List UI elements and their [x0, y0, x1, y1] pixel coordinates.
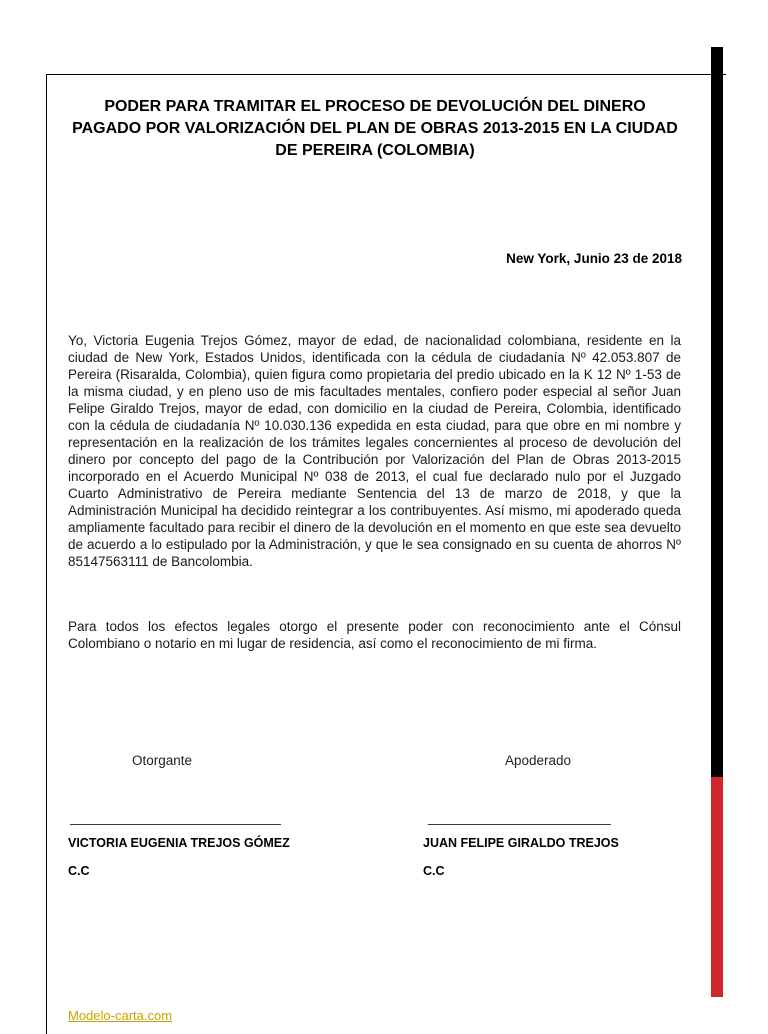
apoderado-label: Apoderado: [505, 753, 572, 768]
otorgante-id: C.C: [68, 864, 90, 878]
apoderado-id: C.C: [423, 864, 445, 878]
body-paragraph-2: Para todos los efectos legales otorgo el presente poder con reconocimiento ante el Cónsul Colombiano o notario en mi lugar de residencia, así como el reconocimiento de mi firma.: [68, 619, 681, 651]
apoderado-name: JUAN FELIPE GIRALDO TREJOS: [423, 836, 619, 850]
otorgante-signature-line: ______________________________: [70, 810, 281, 825]
side-bar-black: [711, 47, 723, 777]
document-title: PODER PARA TRAMITAR EL PROCESO DE DEVOLUCIÓN DEL DINERO PAGADO POR VALORIZACIÓN DEL PLAN DE OBRAS 2013-2015 EN LA CIUDAD DE PEREIRA (COLOMBIA): [72, 98, 678, 159]
side-bar-red: [711, 777, 723, 997]
document-date: New York, Junio 23 de 2018: [506, 251, 682, 266]
source-link[interactable]: Modelo-carta.com: [68, 1008, 173, 1023]
otorgante-label: Otorgante: [132, 753, 193, 768]
body-paragraph-1: Yo, Victoria Eugenia Trejos Gómez, mayor de edad, de nacionalidad colombiana, residente en la ciudad de New York, Estados Unidos, identificada con la cédula de ciudadanía Nº 42.053.807 de Pereira (Risaralda, Colombia), quien figura como propietaria del predio ubicado en la K 12 Nº 1-53 de la misma ciudad, y en pleno uso de mis facultades mentales, confiero poder especial al señor Juan Felipe Giraldo Trejos, mayor de edad, con domicilio en la ciudad de Pereira, Colombia, identificado con la cédula de ciudadanía Nº 10.030.136 expedida en esta ciudad, para que obre en mi nombre y representación en la realización de los trámites legales concernientes al proceso de devolución del dinero por concepto del pago de la Contribución por Valorización del Plan de Obras 2013-2015 incorporado en el Acuerdo Municipal Nº 038 de 2013, el cual fue declarado nulo por el Juzgado Cuarto Administrativo de Pereira mediante Sentencia del 13 de marzo de 2018, y que la Administración Municipal ha decidido reintegrar a los contribuyentes. Así mismo, mi apoderado queda ampliamente facultado para recibir el dinero de la devolución en el momento en que este sea devuelto de acuerdo a lo estipulado por la Administración, y que le sea consignado en su cuenta de ahorros Nº 85147563111 de Bancolombia.: [68, 333, 681, 569]
otorgante-name: VICTORIA EUGENIA TREJOS GÓMEZ: [68, 836, 290, 850]
apoderado-signature-line: __________________________: [428, 810, 611, 825]
